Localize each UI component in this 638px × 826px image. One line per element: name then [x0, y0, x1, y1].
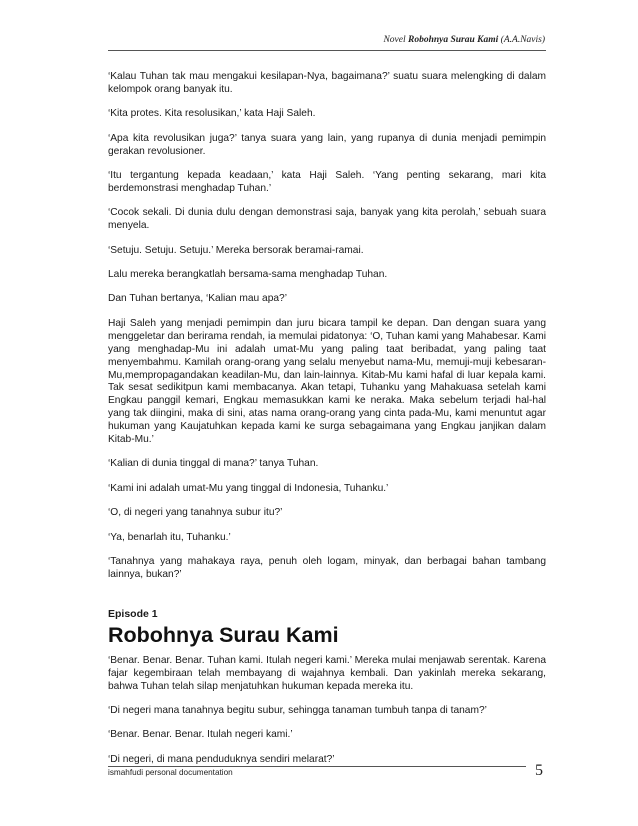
- paragraph: ‘Ya, benarlah itu, Tuhanku.’: [108, 531, 231, 543]
- header-title: Robohnya Surau Kami: [408, 35, 499, 45]
- paragraph: ‘Kalian di dunia tinggal di mana?’ tanya Tuhan.: [108, 458, 319, 470]
- page-body: [108, 71, 546, 778]
- paragraph: ‘Benar. Benar. Benar. Itulah negeri kami.’: [108, 729, 293, 741]
- episode-label: Episode 1: [108, 607, 158, 620]
- paragraph: ‘Apa kita revolusikan juga?’ tanya suara yang lain, yang rupanya di dunia menjadi pemimpin gerakan revolusioner.: [108, 132, 546, 157]
- paragraph: ‘Tanahnya yang mahakaya raya, penuh oleh logam, minyak, dan berbagai bahan tambang lainnya, bukan?’: [108, 556, 546, 580]
- paragraph: Lalu mereka berangkatlah bersama-sama menghadap Tuhan.: [108, 269, 388, 281]
- paragraph: Dan Tuhan bertanya, ‘Kalian mau apa?’: [108, 293, 287, 305]
- paragraph: ‘Kalau Tuhan tak mau mengakui kesilapan-Nya, bagaimana?’ suatu suara melengking di dalam kelompok orang banyak itu.: [108, 71, 546, 95]
- paragraph: ‘Kita protes. Kita resolusikan,’ kata Haji Saleh.: [108, 108, 316, 120]
- paragraph: ‘Di negeri mana tanahnya begitu subur, sehingga tanaman tumbuh tanpa di tanam?’: [108, 705, 487, 716]
- header-rule: [108, 50, 546, 51]
- footer-rule: [108, 766, 526, 767]
- page-number: 5: [535, 762, 543, 779]
- paragraph: ‘Setuju. Setuju. Setuju.’ Mereka bersorak beramai-ramai.: [108, 244, 364, 256]
- paragraph: ‘Benar. Benar. Benar. Tuhan kami. Itulah negeri kami.’ Mereka mulai menjawab serentak. Karena fajar kegembiraan telah membayang di wajahnya kembali. Dan yakinlah mereka sekarang, bahwa Tuhan telah silap menjatuhkan hukuman kepada mereka itu.: [108, 654, 546, 692]
- paragraph: ‘Kami ini adalah umat-Mu yang tinggal di Indonesia, Tuhanku.’: [108, 482, 389, 494]
- paragraph: ‘Itu tergantung kepada keadaan,’ kata Haji Saleh. ‘Yang penting sekarang, mari kita berdemonstrasi menghadap Tuhan.’: [108, 170, 546, 194]
- header-prefix: Novel: [383, 35, 408, 45]
- header-suffix: (A.A.Navis): [498, 35, 545, 45]
- paragraph: ‘O, di negeri yang tanahnya subur itu?’: [108, 507, 283, 519]
- footer-text: ismahfudi personal documentation: [108, 768, 233, 777]
- paragraph: ‘Di negeri, di mana penduduknya sendiri melarat?’: [108, 753, 335, 765]
- paragraph: Haji Saleh yang menjadi pemimpin dan juru bicara tampil ke depan. Dan dengan suara yang menggeletar dan berirama rendah, ia memulai pidatonya: ‘O, Tuhan kami yang Mahabesar. Kami yang menghadap-Mu ini adalah umat-Mu yang paling taat beribadat, yang paling taat menyembahmu. Kamilah orang-orang yang selalu menyebut nama-Mu, memuji-muji kebesaran-Mu,mempropagandakan keadilan-Mu, dan lain-lainnya. Kitab-Mu kami hafal di luar kepala kami. Tak sesat sedikitpun kami membacanya. Akan tetapi, Tuhanku yang Mahakuasa setelah kami Engkau panggil kemari, Engkau memasukkan kami ke neraka. Maka sebelum terjadi hal-hal yang tak diingini, maka di sini, atas nama orang-orang yang cinta pada-Mu, kami menuntut agar hukuman yang Kaujatuhkan kepada kami ke surga sebagaimana yang Engkau janjikan dalam Kitab-Mu.’: [108, 317, 546, 446]
- episode-title: Robohnya Surau Kami: [108, 622, 339, 647]
- running-header: [383, 35, 545, 45]
- paragraph: ‘Cocok sekali. Di dunia dulu dengan demonstrasi saja, banyak yang kita perolah,’ sebuah suara menyela.: [108, 207, 546, 232]
